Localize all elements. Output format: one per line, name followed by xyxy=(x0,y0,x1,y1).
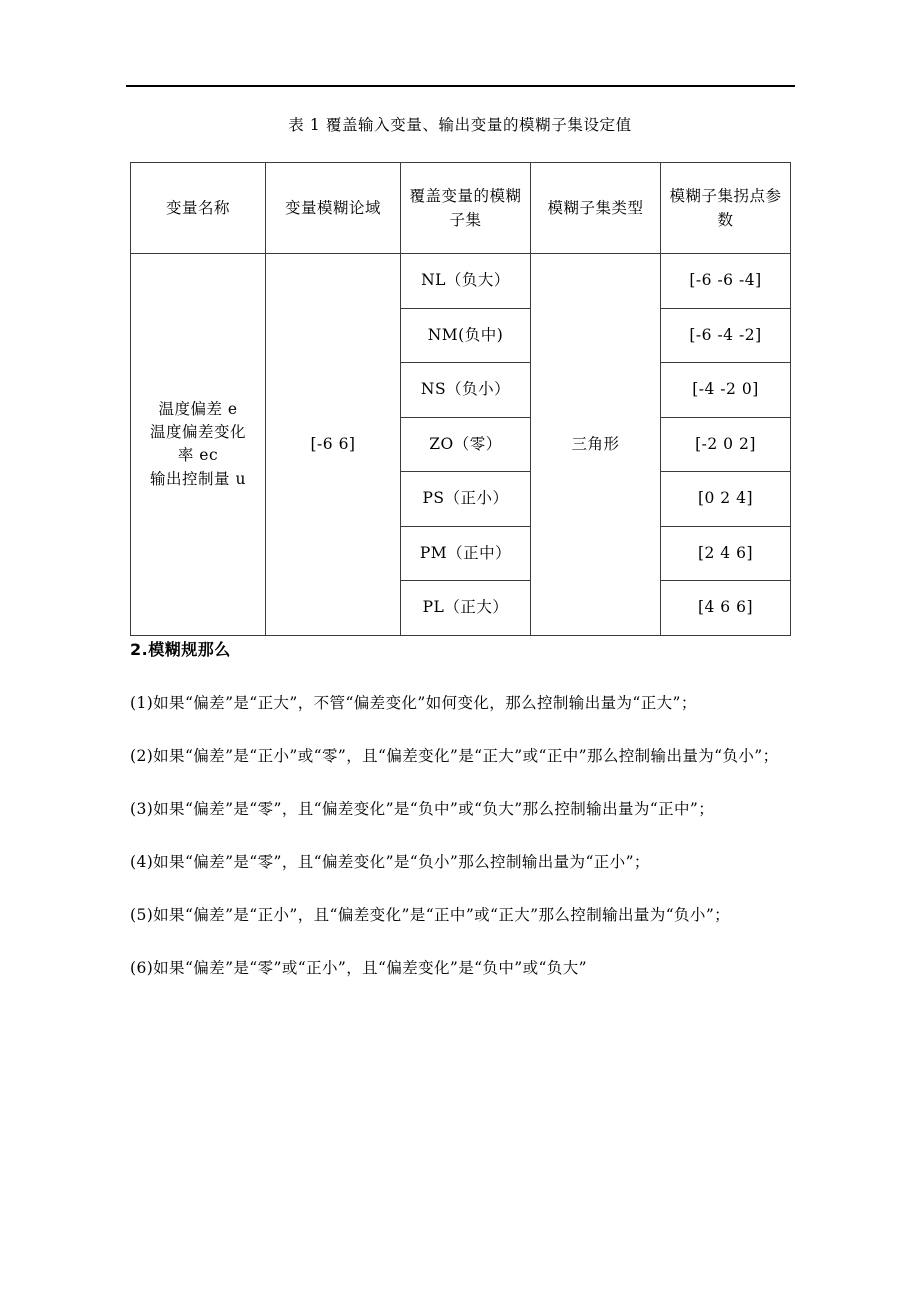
table-header-row xyxy=(131,163,791,254)
cell-subset-params: [4 6 6] xyxy=(661,581,791,636)
column-header-universe: 变量模糊论域 xyxy=(266,163,401,254)
rule-paragraph xyxy=(130,788,802,830)
variable-name-line: 温度偏差变化 xyxy=(149,423,246,441)
table-header xyxy=(131,163,791,254)
rule-paragraph xyxy=(130,947,802,989)
column-header-variable-name: 变量名称 xyxy=(131,163,266,254)
header-divider xyxy=(126,85,795,87)
rule-label: (2) xyxy=(130,747,154,765)
rule-text: 如果“偏差”是“零”或“正小”，且“偏差变化”是“负中”或“负大” xyxy=(153,959,587,977)
rule-label: (6) xyxy=(130,959,154,977)
rule-paragraph xyxy=(130,682,802,724)
cell-fuzzy-subset: NM(负中) xyxy=(401,308,531,363)
cell-subset-params: [-6 -6 -4] xyxy=(661,254,791,309)
fuzzy-rules-list xyxy=(130,682,802,1000)
rule-paragraph xyxy=(130,735,802,777)
cell-subset-params: [2 4 6] xyxy=(661,526,791,581)
rule-label: (5) xyxy=(130,906,154,924)
rule-paragraph xyxy=(130,894,802,936)
cell-fuzzy-subset: PS（正小） xyxy=(401,472,531,527)
cell-subset-type: 三角形 xyxy=(531,254,661,636)
cell-fuzzy-subset: PL（正大） xyxy=(401,581,531,636)
cell-subset-params: [-6 -4 -2] xyxy=(661,308,791,363)
rule-text: 如果“偏差”是“正大”，不管“偏差变化”如何变化，那么控制输出量为“正大”； xyxy=(153,694,697,712)
rule-label: (1) xyxy=(130,694,154,712)
fuzzy-subset-table xyxy=(130,162,791,636)
rule-label: (4) xyxy=(130,853,154,871)
cell-fuzzy-subset: PM（正中） xyxy=(401,526,531,581)
rule-text: 如果“偏差”是“正小”或“零”，且“偏差变化”是“正大”或“正中”那么控制输出量为“负小”； xyxy=(153,747,779,765)
rule-paragraph xyxy=(130,841,802,883)
column-header-subset-type: 模糊子集类型 xyxy=(531,163,661,254)
table-row xyxy=(131,254,791,309)
cell-fuzzy-subset: NS（负小） xyxy=(401,363,531,418)
column-header-subset-params: 模糊子集拐点参数 xyxy=(661,163,791,254)
rule-text: 如果“偏差”是“正小”，且“偏差变化”是“正中”或“正大”那么控制输出量为“负小”； xyxy=(153,906,731,924)
cell-fuzzy-subset: NL（负大） xyxy=(401,254,531,309)
table-body xyxy=(131,254,791,636)
rule-label: (3) xyxy=(130,800,154,818)
variable-name-line: 率 ec xyxy=(177,446,219,465)
variable-name-line: 温度偏差 e xyxy=(158,399,238,418)
section-heading-fuzzy-rules: 2.模糊规那么 xyxy=(130,640,231,659)
cell-universe: [-6 6] xyxy=(266,254,401,636)
cell-subset-params: [0 2 4] xyxy=(661,472,791,527)
cell-subset-params: [-2 0 2] xyxy=(661,417,791,472)
variable-name-line: 输出控制量 u xyxy=(150,469,246,488)
rule-text: 如果“偏差”是“零”，且“偏差变化”是“负中”或“负大”那么控制输出量为“正中”； xyxy=(153,800,715,818)
cell-fuzzy-subset: ZO（零） xyxy=(401,417,531,472)
column-header-fuzzy-subset: 覆盖变量的模糊子集 xyxy=(401,163,531,254)
cell-subset-params: [-4 -2 0] xyxy=(661,363,791,418)
table-caption: 表 1 覆盖输入变量、输出变量的模糊子集设定值 xyxy=(288,116,632,134)
rule-text: 如果“偏差”是“零”，且“偏差变化”是“负小”那么控制输出量为“正小”； xyxy=(153,853,650,871)
cell-variable-names xyxy=(131,254,266,636)
